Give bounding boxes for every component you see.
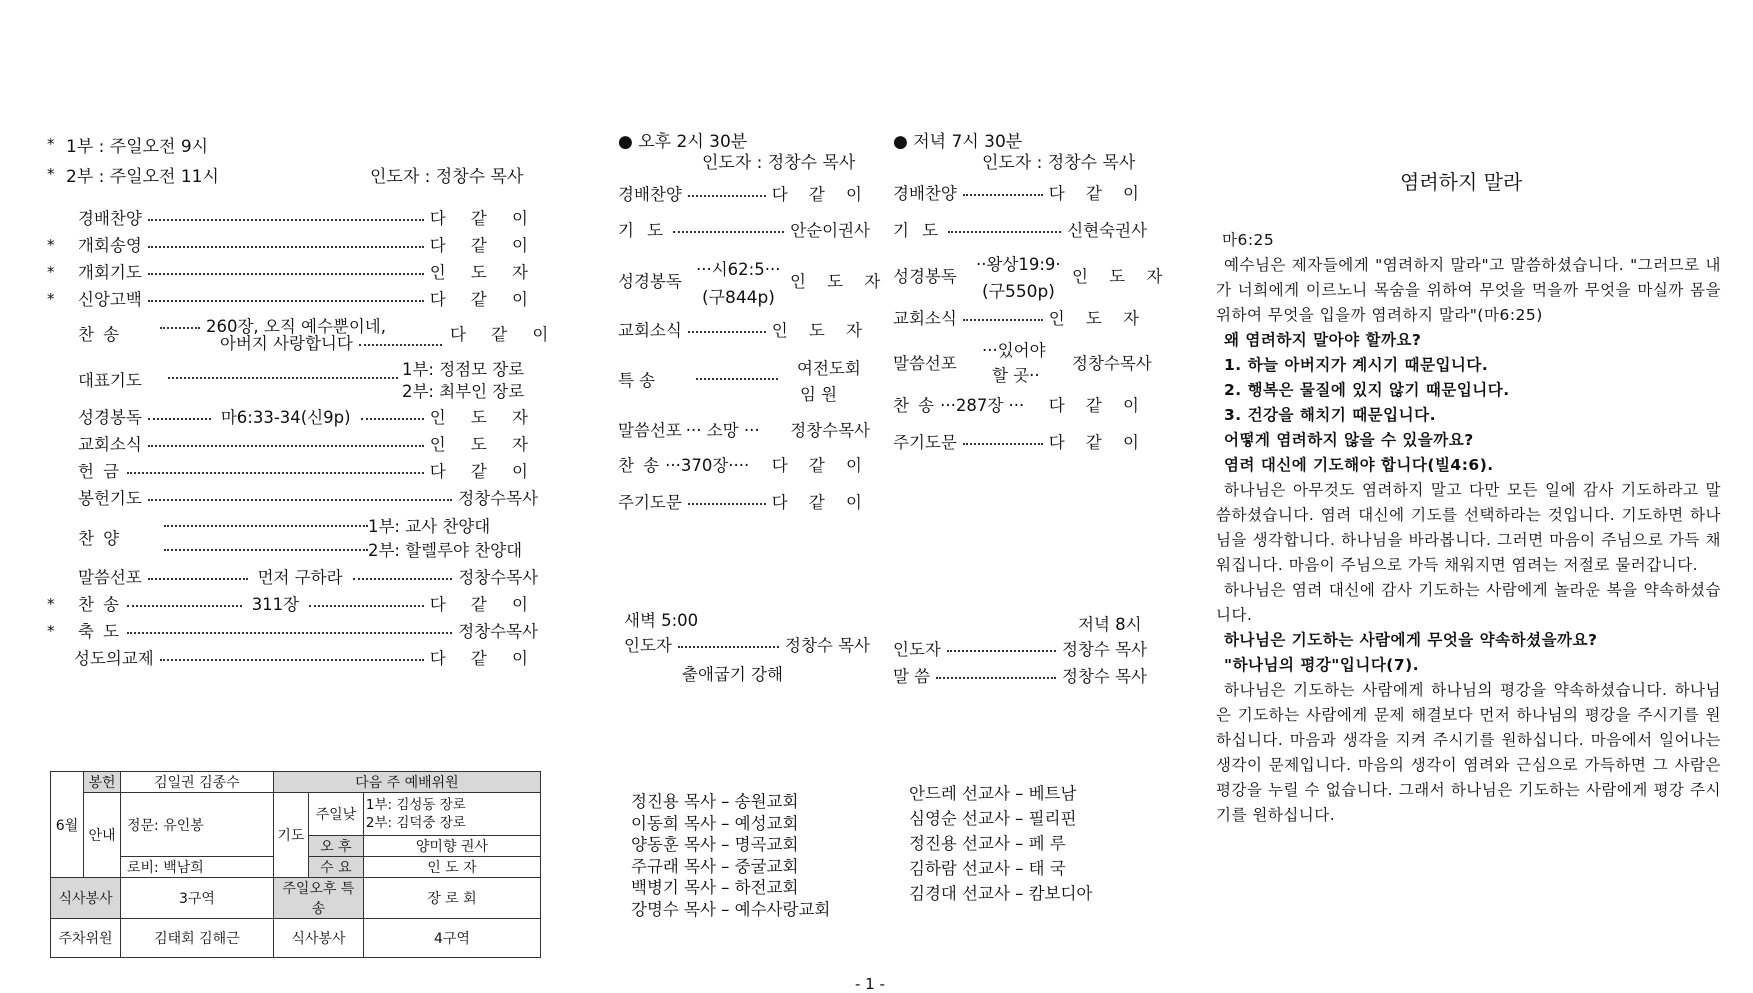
star-icon: * [47,236,55,254]
table-cell: 식사봉사 [51,878,121,919]
item-value: 인 도 자 [790,272,889,291]
item-value: 다 같 이 [771,456,870,475]
item-label: 말씀선포 [78,568,142,587]
question: 하나님은 기도하는 사람에게 무엇을 약속하셨을까요? [1224,631,1598,649]
prayer-1-text: 1부: 김성동 장로 [365,797,466,813]
table-cell: 다음 주 예배위원 [273,772,540,793]
table-cell: 김태회 김해근 [121,919,274,958]
item-label: 말씀선포 [618,421,682,440]
sermon-body [1216,228,1721,828]
service1-time: 1부 : 주일오전 9시 [66,137,209,157]
item-value: 다 같 이 [429,649,538,668]
item-label: 경배찬양 [78,209,142,228]
order-item [78,565,538,587]
scripture: 마6:33-34(신9p) [220,408,351,427]
item-value: 다 같 이 [429,462,538,481]
list-item: 김하람 선교사 – 태 국 [909,859,1066,878]
star-icon: * [47,290,55,308]
order-item [78,260,538,282]
order-item [78,592,538,614]
item-value: 정창수 목사 [1062,667,1147,686]
item-label: 신앙고백 [78,290,142,309]
item-label: 말씀선포 [893,354,957,373]
sermon-title: 먼저 구하라 [257,568,343,587]
table-cell: 3구역 [121,878,274,919]
hymn-number: 311장 [251,595,300,614]
order-item [893,306,1147,328]
service-leader: 인도자 : 정창수 목사 [370,167,524,187]
prayer-2: 2부: 최부인 장로 [402,382,525,401]
item-label: 교회소식 [893,309,957,328]
item-label: 대표기도 [78,371,142,390]
item-value: 인 도 자 [429,263,538,282]
worship-committee-table [50,771,541,958]
star-icon: * [47,165,55,183]
page-number: - 1 - [855,975,885,993]
item-label: 경배찬양 [618,185,682,204]
hymn-number: ···370장···· [665,456,750,475]
order-item [618,453,870,475]
item-label: 경배찬양 [893,184,957,203]
list-item: 백병기 목사 – 하전교회 [631,878,799,897]
item-value: 인 도 자 [771,321,870,340]
star-icon: * [47,263,55,281]
order-item [893,393,1147,415]
list-item: 양동훈 목사 – 명곡교회 [631,835,799,854]
order-item [78,287,538,309]
list-item: 정진용 목사 – 송원교회 [631,792,799,811]
pastor-list [631,791,830,920]
evening-time: 저녁 7시 30분 [913,132,1023,152]
paragraph: 예수님은 제자들에게 "염려하지 말라"고 말씀하셨습니다. "그러므로 내가 너희에게 이르노니 목숨을 위하여 무엇을 먹을까 무엇을 마실까 몸을 위하여 무엇을 입을까 염려하지 말라"(마6:25) [1216,256,1721,324]
night-title: 저녁 8시 [1078,615,1142,634]
order-item [78,206,538,228]
afternoon-leader: 인도자 : 정창수 목사 [702,153,856,173]
evening-leader: 인도자 : 정창수 목사 [982,153,1136,173]
item-value: 다 같 이 [1048,396,1147,415]
star-icon: * [47,595,55,613]
item-value: 정창수목사 [1072,354,1152,373]
table-cell: 식사봉사 [273,919,363,958]
item-label: 기 도 [893,221,943,240]
paragraph: 하나님은 아무것도 염려하지 말고 다만 모든 일에 감사 기도하라고 말씀하셨습니다. 염려 대신에 기도를 선택하라는 것입니다. 기도하면 하나님을 생각합니다. 하나님을 바라봅니다. 그러면 마음이 주님으로 가득 채워집니다. 마음이 주님으로 가득 채워지면 염려는 저절로 물러갑니다. [1216,481,1721,574]
item-value: 정창수 목사 [1062,640,1147,659]
item-label: 헌 금 [78,462,122,481]
item-label: 개회기도 [78,263,142,282]
order-item [618,182,870,204]
list-item: 강명수 목사 – 예수사랑교회 [631,899,831,919]
item-value: 인 도 자 [1048,309,1147,328]
bullet-icon: ● [618,132,639,152]
item-value: 다 같 이 [429,236,538,255]
list-item: 안드레 선교사 – 베트남 [909,784,1077,803]
table-cell [363,793,540,836]
item-label: 성경봉독 [78,408,142,427]
order-item [78,432,538,454]
dawn-title: 새벽 5:00 [624,611,699,630]
item-value: 다 같 이 [771,493,870,512]
order-item [618,218,870,240]
item-label: 개회송영 [78,236,142,255]
table-cell: 안내 [84,793,121,878]
order-item [78,405,538,427]
item-value: 정창수목사 [458,568,539,587]
table-cell: 기도 [273,793,308,878]
item-label: 봉헌기도 [78,489,142,508]
table-cell: 김일권 김종수 [121,772,274,793]
item-label: 주기도문 [618,493,682,512]
item-label: 기 도 [618,221,668,240]
list-item: 이동희 목사 – 예성교회 [631,813,799,833]
sermon-title-2: 할 곳·· [992,366,1040,385]
service2-time: 2부 : 주일오전 11시 [66,167,219,187]
item-value: 다 같 이 [771,185,870,204]
item-label: 찬 송 [618,456,662,475]
table-cell: 4구역 [363,919,540,958]
item-value: 정창수 목사 [785,636,870,655]
dotted-leader [168,377,398,379]
prayer-1: 1부: 정점모 장로 [402,360,525,379]
special-song-1: 여전도회 [797,359,861,378]
answer: 1. 하늘 아버지가 계시기 때문입니다. [1224,356,1489,374]
item-label: 성경봉독 [618,272,682,291]
item-label: 찬 송 [78,595,122,614]
item-value: 다 같 이 [429,290,538,309]
order-item [618,490,870,512]
table-cell: 장 로 회 [363,878,540,919]
praise-1: 1부: 교사 찬양대 [368,517,491,536]
item-value: 다 같 이 [429,209,538,228]
list-item: 심영순 선교사 – 필리핀 [909,809,1077,828]
table-cell: 로비: 백남희 [121,857,274,878]
paragraph: 하나님은 기도하는 사람에게 하나님의 평강을 약속하셨습니다. 하나님은 기도하는 사람에게 문제 해결보다 먼저 하나님의 평강을 주시기를 원하십니다. 마음과 생각을 지켜 주시기를 원하십니다. 마음에서 일어나는 생각이 문제입니다. 마음의 생각이 염려와 근심으로 가득하면 그 사람은 평강을 누릴 수 없습니다. 그래서 하나님은 기도하는 사람에게 평강 주시기를 원하십니다. [1216,681,1721,824]
scripture-2: (구844p) [702,288,775,308]
item-value: 다 같 이 [429,595,538,614]
item-value: 정창수목사 [790,421,870,440]
scripture-1: ···시62:5··· [696,260,781,279]
answer: 2. 행복은 물질에 있지 않기 때문입니다. [1224,381,1510,399]
answer: "하나님의 평강"입니다(7). [1224,656,1420,674]
missionary-list [909,781,1092,906]
item-label: 성경봉독 [893,267,957,286]
item-value: 신현숙권사 [1067,221,1147,240]
list-item: 김경대 선교사 – 캄보디아 [909,884,1093,903]
table-cell: 인 도 자 [363,857,540,878]
table-cell: 양미향 권사 [363,836,540,857]
order-item [618,418,870,440]
order-item [893,664,1147,686]
table-cell: 주일오후 특송 [273,878,363,919]
scripture-1: ··왕상19:9· [976,255,1061,274]
scripture-2: (구550p) [982,282,1055,302]
order-item [893,181,1147,203]
order-item [893,637,1147,659]
afternoon-time: 오후 2시 30분 [638,132,748,152]
special-song-2: 임 원 [800,385,838,404]
item-value: 다 같 이 [1048,433,1147,452]
order-item [78,233,538,255]
dotted-leader [696,378,778,380]
item-value: 인 도 자 [1072,267,1171,286]
sermon-title-1: ···있어야 [982,341,1046,360]
answer: 염려 대신에 기도해야 합니다(빌4:6). [1224,456,1494,474]
item-value: 정창수목사 [458,489,538,508]
item-label: 찬 송 [893,396,937,415]
order-item [78,459,538,481]
item-label: 인도자 [624,636,672,655]
item-label: 주기도문 [893,433,957,452]
praise-2: 2부: 할렐루야 찬양대 [368,541,523,560]
order-item [618,318,870,340]
order-item [893,218,1147,240]
dawn-sub: 출애굽기 강해 [682,665,783,684]
scripture-ref: 마6:25 [1222,231,1275,249]
star-icon: * [47,135,55,153]
item-label: 교회소식 [618,321,682,340]
table-cell: 봉헌 [84,772,121,793]
hymn-line1: 260장, 오직 예수뿐이네, [206,317,386,336]
item-label: 축 도 [78,622,122,641]
month-cell: 6월 [51,772,84,878]
item-value: 안순이권사 [790,221,870,240]
sermon-title: ··· 소망 ··· [685,421,760,440]
table-cell: 오 후 [308,836,363,857]
item-label: 찬 송 [78,325,122,344]
question: 왜 염려하지 말아야 할까요? [1224,331,1422,349]
hymn-number: ···287장 ··· [940,396,1025,415]
list-item: 주규래 목사 – 중굴교회 [631,856,799,876]
bullet-icon: ● [893,132,914,152]
order-item [78,619,538,641]
order-item [624,633,870,655]
hymn-line2: 아버지 사랑합니다 [220,334,353,353]
item-value: 인 도 자 [429,408,538,427]
item-label: 특 송 [618,371,656,390]
table-cell: 정문: 유인봉 [121,793,274,857]
item-value: 정창수목사 [458,622,538,641]
item-label: 찬 양 [78,529,122,548]
dotted-leader [164,525,368,527]
dotted-leader [164,549,368,551]
sermon-heading: 염려하지 말라 [1400,170,1523,194]
order-item [74,646,538,668]
hymn-title-2 [220,330,442,354]
order-item [893,430,1147,452]
item-label: 교회소식 [78,435,142,454]
prayer-2-text: 2부: 김덕중 장로 [365,815,466,831]
item-value: 다 같 이 [450,325,559,344]
table-cell: 주차위원 [51,919,121,958]
question: 어떻게 염려하지 않을 수 있을까요? [1224,431,1474,449]
answer: 3. 건강을 해치기 때문입니다. [1224,406,1436,424]
order-item [78,486,538,508]
item-label: 인도자 [893,640,941,659]
item-value: 인 도 자 [429,435,538,454]
star-icon: * [47,622,55,640]
list-item: 정진용 선교사 – 페 루 [909,834,1066,853]
table-cell: 수 요 [308,857,363,878]
table-cell: 주일낮 [308,793,363,836]
item-value: 다 같 이 [1048,184,1147,203]
paragraph: 하나님은 염려 대신에 감사 기도하는 사람에게 놀라운 복을 약속하셨습니다. [1216,581,1721,624]
item-label: 성도의교제 [74,649,154,668]
item-label: 말 씀 [893,667,931,686]
